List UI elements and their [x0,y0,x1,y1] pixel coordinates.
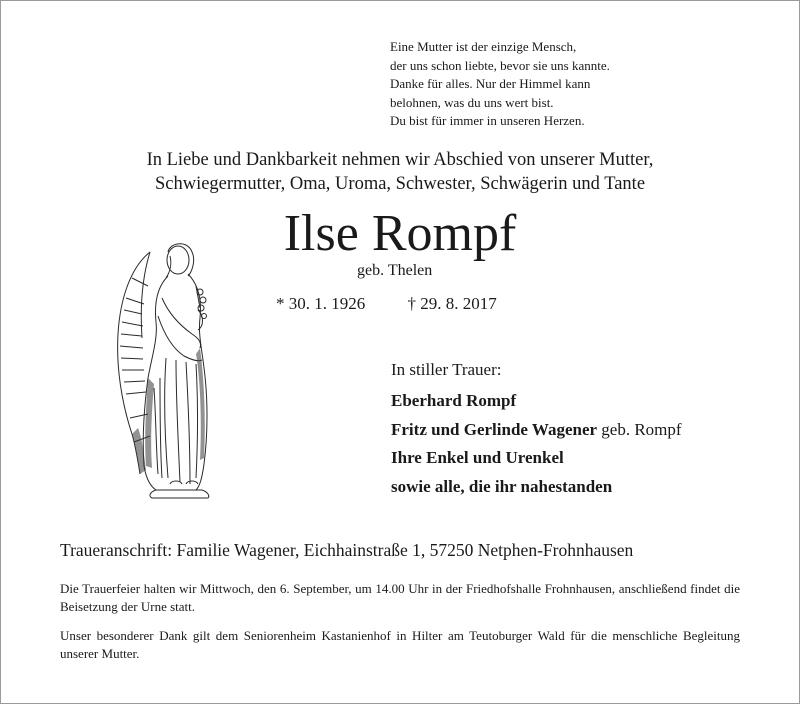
angel-icon [112,238,220,500]
funeral-paragraph: Die Trauerfeier halten wir Mittwoch, den 6. September, um 14.00 Uhr in der Friedhofshalle Frohnhausen, anschließend findet die Beisetzung der Urne statt. [60,581,740,614]
intro-line-1: In Liebe und Dankbarkeit nehmen wir Abschied von unserer Mutter, [146,150,654,170]
poem-line: Danke für alles. Nur der Himmel kann [390,76,591,91]
poem-line: Eine Mutter ist der einzige Mensch, [390,39,577,54]
deceased-name: Ilse Rompf [283,205,517,262]
life-dates [276,294,497,314]
mourner-row [391,444,682,473]
intro-line-2: Schwiegermutter, Oma, Uroma, Schwester, Schwägerin und Tante [154,174,646,194]
mourner-name: Ihre Enkel und Urenkel [391,448,564,467]
mourning-address: Traueranschrift: Familie Wagener, Eichhainstraße 1, 57250 Netphen-Frohnhausen [60,540,634,560]
poem-line: der uns schon liebte, bevor sie uns kannte. [390,57,610,73]
intro-text [0,148,800,196]
mourners-block [391,358,682,501]
birth-date: * 30. 1. 1926 [276,294,366,313]
mourner-name: Eberhard Rompf [391,391,517,410]
poem [390,38,610,131]
poem-line: belohnen, was du uns wert bist. [390,94,554,110]
mourner-name: Fritz und Gerlinde Wagener [391,419,598,439]
mourner-note: geb. Rompf [597,419,682,439]
mourners-label: In stiller Trauer: [391,360,502,379]
mourner-row [391,387,682,416]
death-date: † 29. 8. 2017 [407,294,497,313]
mourner-row [391,416,682,445]
birth-name: geb. Thelen [357,262,433,279]
poem-line: Du bist für immer in unseren Herzen. [390,113,585,128]
mourner-row [391,473,682,502]
thanks-paragraph: Unser besonderer Dank gilt dem Seniorenheim Kastanienhof in Hilter am Teutoburger Wald für die menschliche Begleitung unserer Mutter. [60,628,740,661]
mourner-name: sowie alle, die ihr nahestanden [391,476,613,496]
